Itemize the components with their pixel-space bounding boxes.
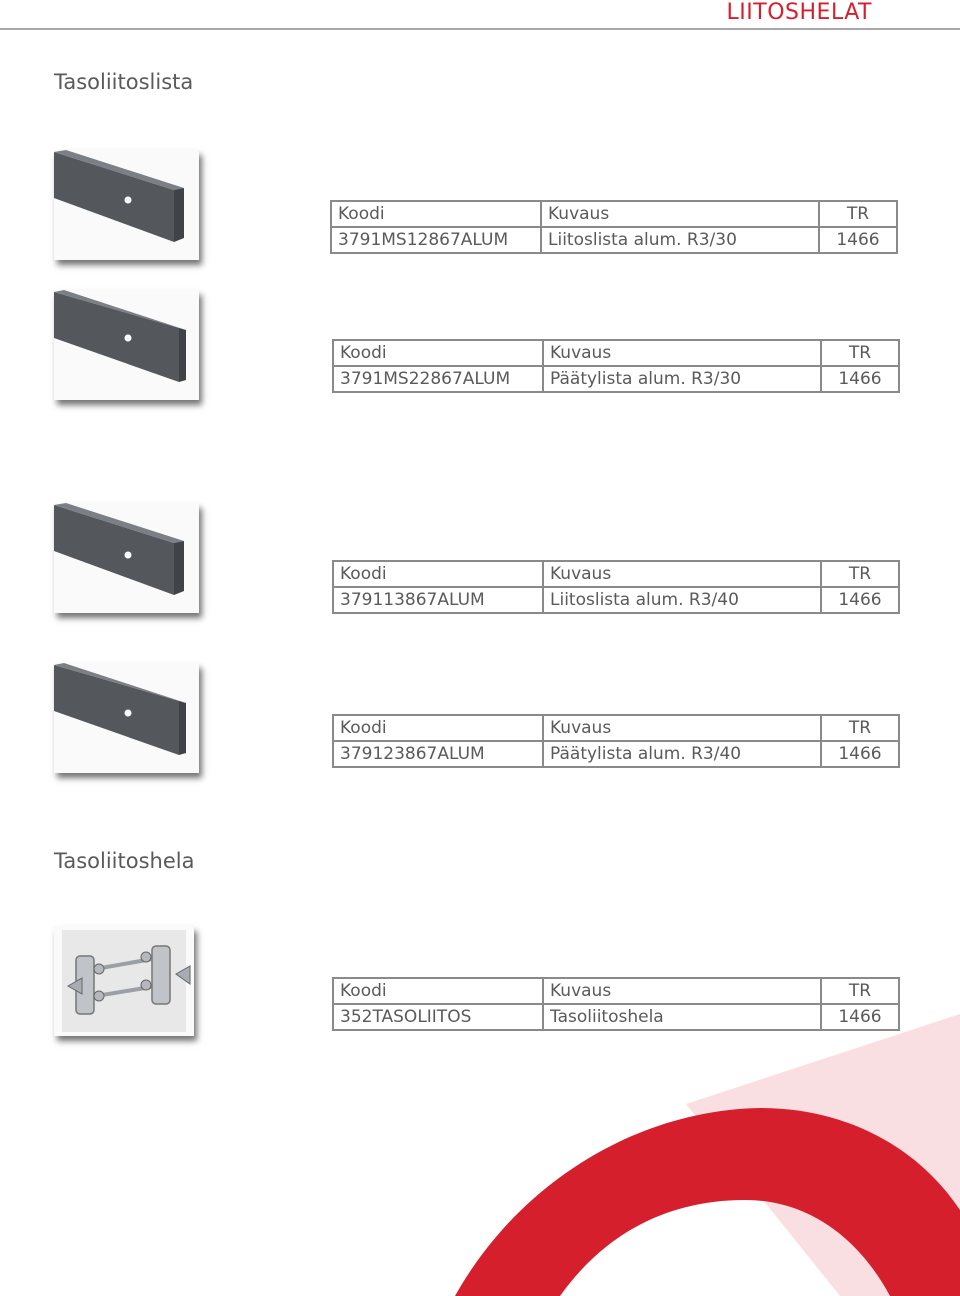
header-divider — [0, 28, 960, 30]
product-tr: 1466 — [821, 1004, 899, 1030]
header-tr: TR — [819, 201, 897, 227]
section-title-tasoliitoslista: Tasoliitoslista — [54, 70, 194, 94]
header-tr: TR — [821, 715, 899, 741]
joint-strip-image — [54, 150, 199, 260]
product-tr: 1466 — [821, 587, 899, 613]
header-tr: TR — [821, 340, 899, 366]
product-description: Päätylista alum. R3/40 — [543, 741, 821, 767]
product-code: 352TASOLIITOS — [333, 1004, 543, 1030]
product-description: Liitoslista alum. R3/40 — [543, 587, 821, 613]
header-description: Kuvaus — [543, 561, 821, 587]
table-header-row — [331, 201, 897, 227]
product-description: Päätylista alum. R3/30 — [543, 366, 821, 392]
table-row — [333, 587, 899, 613]
header-tr: TR — [821, 561, 899, 587]
header-description: Kuvaus — [541, 201, 819, 227]
table-row — [333, 1004, 899, 1030]
header-code: Koodi — [333, 715, 543, 741]
product-table-5 — [332, 977, 900, 1031]
product-table-1 — [330, 200, 898, 254]
product-code: 379113867ALUM — [333, 587, 543, 613]
header-code: Koodi — [333, 561, 543, 587]
table-row — [331, 227, 897, 253]
worktop-connector-image — [54, 926, 194, 1036]
product-tr: 1466 — [821, 741, 899, 767]
table-header-row — [333, 978, 899, 1004]
header-tr: TR — [821, 978, 899, 1004]
header-description: Kuvaus — [543, 715, 821, 741]
product-code: 379123867ALUM — [333, 741, 543, 767]
table-row — [333, 741, 899, 767]
header-description: Kuvaus — [543, 978, 821, 1004]
header-description: Kuvaus — [543, 340, 821, 366]
joint-strip-image — [54, 503, 199, 613]
table-header-row — [333, 715, 899, 741]
product-tr: 1466 — [819, 227, 897, 253]
product-code: 3791MS12867ALUM — [331, 227, 541, 253]
section-title-tasoliitoshela: Tasoliitoshela — [54, 849, 195, 873]
product-table-4 — [332, 714, 900, 768]
table-header-row — [333, 340, 899, 366]
page-header-title: LIITOSHELAT — [726, 0, 872, 25]
product-description: Tasoliitoshela — [543, 1004, 821, 1030]
header-code: Koodi — [333, 978, 543, 1004]
product-description: Liitoslista alum. R3/30 — [541, 227, 819, 253]
header-code: Koodi — [333, 340, 543, 366]
table-row — [333, 366, 899, 392]
product-code: 3791MS22867ALUM — [333, 366, 543, 392]
product-table-2 — [332, 339, 900, 393]
end-strip-image — [54, 663, 199, 773]
table-header-row — [333, 561, 899, 587]
product-table-3 — [332, 560, 900, 614]
end-strip-image — [54, 290, 199, 400]
product-tr: 1466 — [821, 366, 899, 392]
header-code: Koodi — [331, 201, 541, 227]
